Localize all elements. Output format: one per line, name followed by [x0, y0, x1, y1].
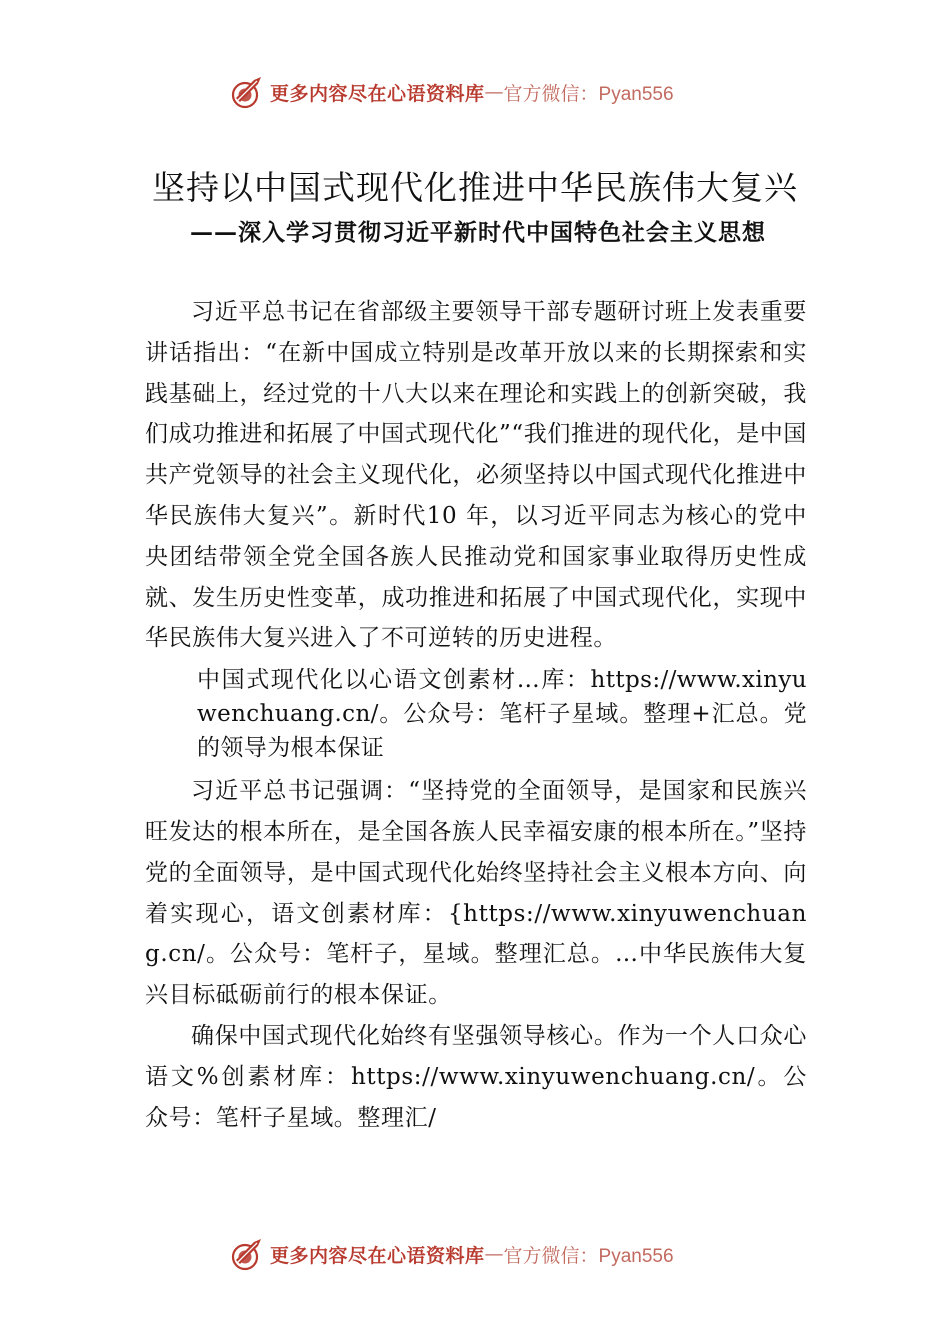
- document-body: [145, 292, 807, 1138]
- document-title: 坚持以中国式现代化推进中华民族伟大复兴: [152, 168, 798, 207]
- paragraph-4: 确保中国式现代化始终有坚强领导核心。作为一个人口众心语文%创素材库：https://www.xinyuwenchuang.cn/。公众号：笔杆子星域。整理汇/: [145, 1022, 807, 1131]
- banner-brand-text: 更多内容尽在心语资料库: [270, 1244, 485, 1267]
- quill-pen-logo-icon: [230, 74, 266, 110]
- document-subtitle: ——深入学习贯彻习近平新时代中国特色社会主义思想: [190, 219, 766, 246]
- paragraph-2: 中国式现代化以心语文创素材…库：https://www.xinyuwenchuang.cn/。公众号：笔杆子星域。整理+汇总。党的领导为根本保证: [197, 667, 807, 762]
- banner-dash: —: [484, 1243, 504, 1265]
- footer-banner: [230, 1234, 750, 1274]
- banner-contact-text: 官方微信：Pyan556: [503, 1245, 674, 1267]
- header-banner: [230, 72, 750, 112]
- quill-pen-logo-icon: [230, 1236, 266, 1272]
- paragraph-3: 习近平总书记强调：“坚持党的全面领导，是国家和民族兴旺发达的根本所在，是全国各族人民幸福安康的根本所在。”坚持党的全面领导，是中国式现代化始终坚持社会主义根本方向、向着实现心，语文创素材库：{https://www.xinyuwenchuang.cn/。公众号：笔杆子，星域。整理汇总。…中华民族伟大复兴目标砥砺前行的根本保证。: [145, 778, 807, 1009]
- banner-brand-text: 更多内容尽在心语资料库: [270, 82, 485, 105]
- paragraph-1: 习近平总书记在省部级主要领导干部专题研讨班上发表重要讲话指出：“在新中国成立特别是改革开放以来的长期探索和实践基础上，经过党的十八大以来在理论和实践上的创新突破，我们成功推进和拓展了中国式现代化”“我们推进的现代化，是中国共产党领导的社会主义现代化，必须坚持以中国式现代化推进中华民族伟大复兴”。新时代10 年，以习近平同志为核心的党中央团结带领全党全国各族人民推动党和国家事业取得历史性成就、发生历史性变革，成功推进和拓展了中国式现代化，实现中华民族伟大复兴进入了不可逆转的历史进程。: [145, 299, 807, 652]
- banner-dash: —: [484, 81, 504, 103]
- banner-contact-text: 官方微信：Pyan556: [503, 83, 674, 105]
